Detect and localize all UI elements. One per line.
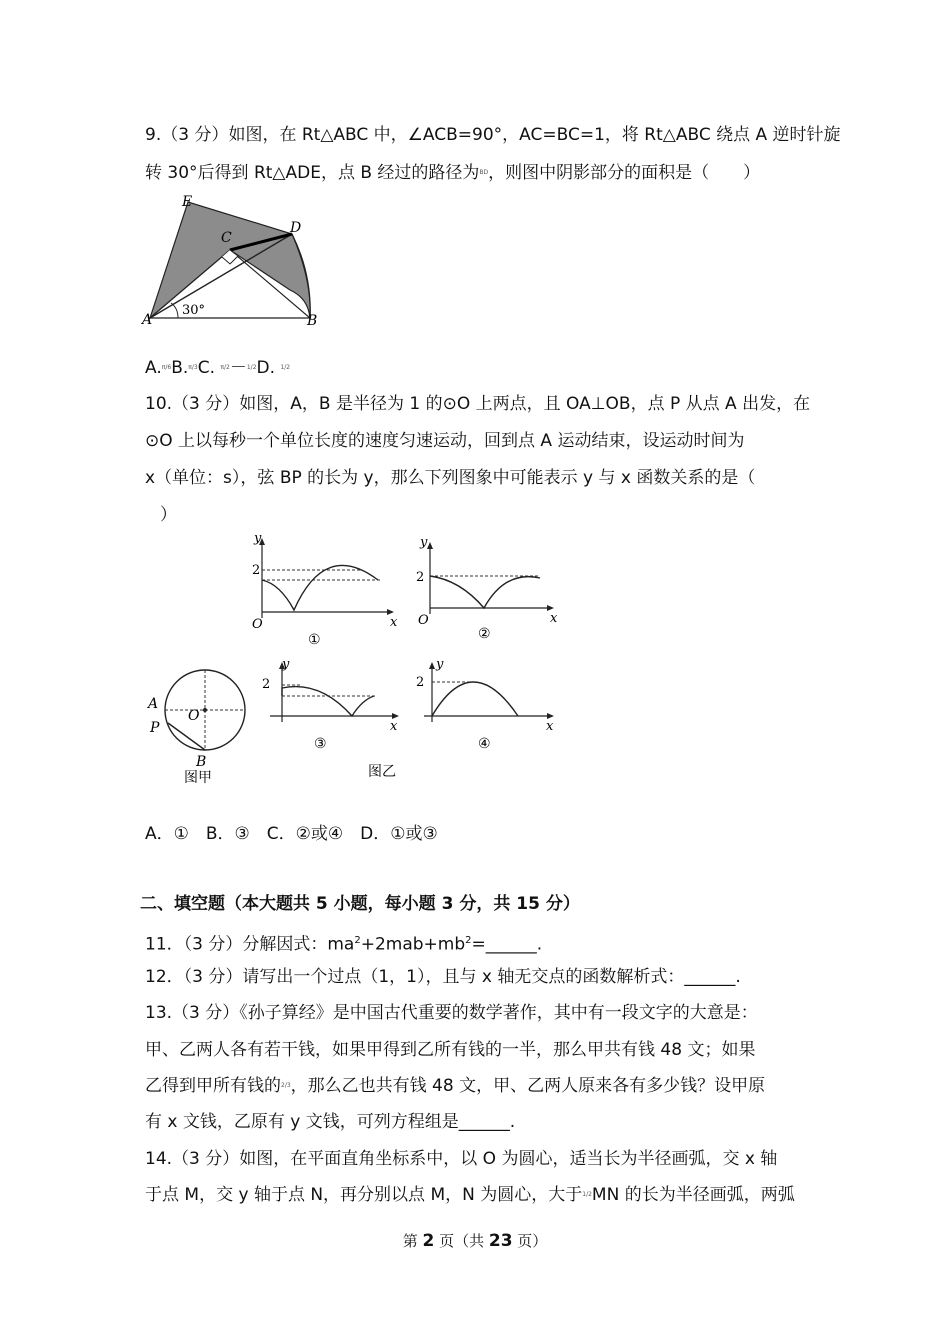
q9-figure <box>140 190 330 330</box>
q14-line1: 14.（3 分）如图，在平面直角坐标系中，以 O 为圆心，适当长为半径画弧，交 x 轴 <box>145 1149 778 1169</box>
footer-page-number: 2 <box>422 1231 435 1251</box>
q9-line2 <box>145 162 760 184</box>
q9-option-b: B. <box>171 358 189 378</box>
q14-line2-a: 于点 M，交 y 轴于点 N，再分别以点 M，N 为圆心，大于 <box>145 1185 583 1205</box>
q11 <box>145 930 542 956</box>
q10-g4-y: y <box>436 657 444 672</box>
q10-g1-y: y <box>254 531 262 546</box>
q9-option-d: D. <box>256 358 276 378</box>
footer-b: 页（共 <box>434 1232 489 1250</box>
q10-line4: ） <box>160 505 177 525</box>
q9-line1: 9.（3 分）如图，在 Rt△ABC 中，∠ACB=90°，AC=BC=1，将 Rt△ABC 绕点 A 逆时针旋 <box>145 125 841 145</box>
q9-option-a: A. <box>145 358 162 378</box>
q9-option-d-value: 1/2 <box>280 364 291 371</box>
q10-g3-label: ③ <box>314 736 327 752</box>
q9-option-a-value: π/6 <box>161 364 172 371</box>
footer-c: 页） <box>512 1232 548 1250</box>
q10-g2-two: 2 <box>416 570 425 585</box>
q10-circle-a: A <box>148 696 159 712</box>
q9-label-e: E <box>182 194 193 210</box>
q11-sup1: 2 <box>354 935 361 946</box>
q11-b: +2mab+mb <box>360 934 466 955</box>
q9-line2-a: 转 30°后得到 Rt△ADE，点 B 经过的路径为 <box>145 163 480 183</box>
q10-graph-3 <box>262 657 399 752</box>
q9-options <box>145 357 290 379</box>
q10-line1: 10.（3 分）如图，A，B 是半径为 1 的⊙O 上两点，且 OA⊥OB，点 P 从点 A 出发，在 <box>145 394 811 414</box>
q14-line2 <box>145 1184 795 1206</box>
page-footer <box>0 1230 950 1251</box>
q10-graph-2 <box>416 535 558 642</box>
q9-option-c-value2: 1/2 <box>246 364 257 371</box>
q10-g4-x: x <box>546 719 554 734</box>
q10-graph-4 <box>416 657 554 752</box>
q10-g1-two: 2 <box>252 563 261 578</box>
q9-label-c: C <box>221 230 232 246</box>
q11-c: =______. <box>471 934 543 955</box>
q10-line2: ⊙O 上以每秒一个单位长度的速度匀速运动，回到点 A 运动结束，设运动时间为 <box>145 431 745 451</box>
q9-option-b-value: π/3 <box>188 364 198 371</box>
q10-graph-1 <box>252 531 398 648</box>
q10-options: A．① B．③ C．②或④ D．①或③ <box>145 824 438 844</box>
q9-label-a: A <box>142 312 153 328</box>
q12: 12．（3 分）请写出一个过点（1，1），且与 x 轴无交点的函数解析式：______. <box>145 967 741 987</box>
q9-line2-b: ，则图中阴影部分的面积是（ ） <box>488 163 761 183</box>
q10-g3-y: y <box>282 657 290 672</box>
q13-line2: 甲、乙两人各有若干钱，如果甲得到乙所有钱的一半，那么甲共有钱 48 文；如果 <box>145 1040 756 1060</box>
q10-g2-y: y <box>420 535 428 550</box>
q9-option-c: C. <box>197 358 215 378</box>
q13-line3-a: 乙得到甲所有钱的 <box>145 1076 281 1096</box>
q13-line1: 13.（3 分）《孙子算经》是中国古代重要的数学著作，其中有一段文字的大意是： <box>145 1003 758 1023</box>
q9-option-c-minus: － <box>229 358 247 378</box>
q9-label-d: D <box>290 220 302 236</box>
q9-option-c-value1: π/2 <box>220 364 230 371</box>
q10-g1-o: O <box>252 617 263 632</box>
q13-line4: 有 x 文钱，乙原有 y 文钱，可列方程组是______. <box>145 1112 516 1132</box>
q11-sup2: 2 <box>465 935 472 946</box>
q14-fraction: 1/2 <box>582 1191 592 1198</box>
q10-line3: x（单位：s），弦 BP 的长为 y，那么下列图象中可能表示 y 与 x 函数关系的是（ <box>145 468 756 488</box>
q10-figure <box>140 530 570 790</box>
q10-circle-figure <box>146 670 245 786</box>
q10-g4-two: 2 <box>416 675 425 690</box>
q10-g2-x: x <box>550 611 558 626</box>
q9-arc-fraction: BD <box>479 169 489 176</box>
q10-g1-label: ① <box>308 632 321 648</box>
section2-heading: 二、填空题（本大题共 5 小题，每小题 3 分，共 15 分） <box>140 894 580 914</box>
q10-g2-o: O <box>418 613 429 628</box>
q10-circle-p: P <box>150 720 160 736</box>
q10-g1-x: x <box>390 615 398 630</box>
q9-angle-label: 30° <box>182 303 206 318</box>
q10-g3-x: x <box>390 719 398 734</box>
q10-fig-jia: 图甲 <box>184 770 212 786</box>
footer-total-pages: 23 <box>488 1231 513 1251</box>
q13-line3 <box>145 1075 765 1097</box>
q10-circle-o: O <box>188 708 200 724</box>
footer-a: 第 <box>402 1232 423 1250</box>
q10-g3-two: 2 <box>262 677 271 692</box>
q10-circle-b: B <box>196 754 207 770</box>
q14-line2-b: MN 的长为半径画弧，两弧 <box>591 1185 795 1205</box>
q10-fig-yi: 图乙 <box>368 764 396 780</box>
q13-line3-b: ，那么乙也共有钱 48 文，甲、乙两人原来各有多少钱？设甲原 <box>290 1076 766 1096</box>
q10-g2-label: ② <box>478 626 491 642</box>
q10-g4-label: ④ <box>478 736 491 752</box>
q11-a: 11．（3 分）分解因式：ma <box>145 934 355 955</box>
q13-fraction: 2/3 <box>281 1082 291 1089</box>
q9-label-b: B <box>307 313 318 329</box>
